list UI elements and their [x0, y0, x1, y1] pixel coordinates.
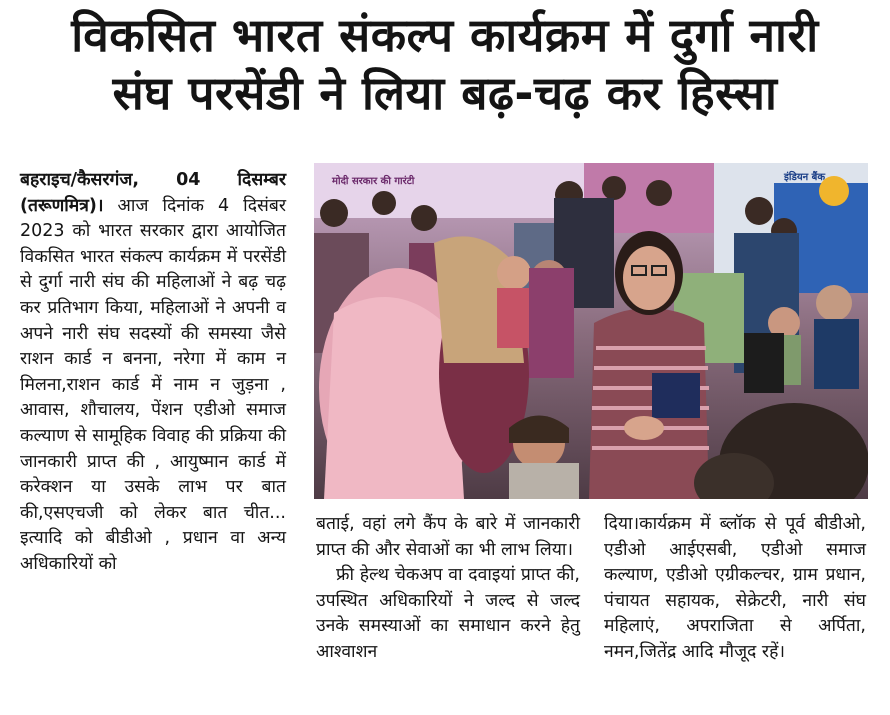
headline-line-2: संघ परसेंडी ने लिया बढ़-चढ़ कर हिस्सा	[112, 66, 778, 120]
article-text-col2-p1: बताई, वहां लगे कैंप के बारे में जानकारी प्राप्त की और सेवाओं का भी लाभ लिया।	[316, 514, 580, 560]
headline-line-1: विकसित भारत संकल्प कार्यक्रम में दुर्गा नारी	[71, 8, 819, 62]
dateline: बहराइच/कैसरगंज, 04 दिसम्बर (तरूणमित्र)।	[20, 170, 286, 216]
article-column-2	[316, 512, 580, 666]
news-photo	[314, 163, 868, 499]
headline	[0, 6, 890, 122]
article-column-3	[604, 512, 866, 666]
banner-right-text: इंडियन बैंक	[784, 172, 826, 183]
article-column-1	[20, 168, 286, 578]
article-text-col2-p2: फ्री हेल्थ चेकअप वा दवाइयां प्राप्त की, उपस्थित अधिकारियों ने जल्द से जल्द उनके समस्याओं का समाधान करने हेतु आश्वाशन	[316, 565, 580, 662]
banner-left-text: मोदी सरकार की गारंटी	[332, 176, 415, 187]
article-text-col3: दिया।कार्यक्रम में ब्लॉक से पूर्व बीडीओ, एडीओ आईएसबी, एडीओ समाज कल्याण, एडीओ एग्रीकल्चर, ग्राम प्रधान, पंचायत सहायक, सेक्रेटरी, नारी संघ महिलाएं, अपराजिता से अर्पिता, नमन,जितेंद्र आदि मौजूद रहें।	[604, 514, 866, 662]
article-text-col1: आज दिनांक 4 दिसंबर 2023 को भारत सरकार द्वारा आयोजित विकसित भारत संकल्प कार्यक्रम में परसेंडी से दुर्गा नारी संघ की महिलाओं ने बढ़ चढ़ कर प्रतिभाग किया, महिलाओं ने अपनी व अपने नारी संघ सदस्यों की समस्या जैसे राशन कार्ड न बनना, नरेगा में काम न मिलना,राशन कार्ड में नाम न जुड़ना , आवास, शौचालय, पेंशन एडीओ समाज कल्याण से सामूहिक विवाह की प्रक्रिया की जानकारी प्राप्त की , आयुष्मान कार्ड में करेक्शन या उसके लाभ पर बात की,एसएचजी को लेकर बात चीत... इत्यादि को बीडीओ , प्रधान वा अन्य अधिकारियों को	[20, 195, 286, 574]
